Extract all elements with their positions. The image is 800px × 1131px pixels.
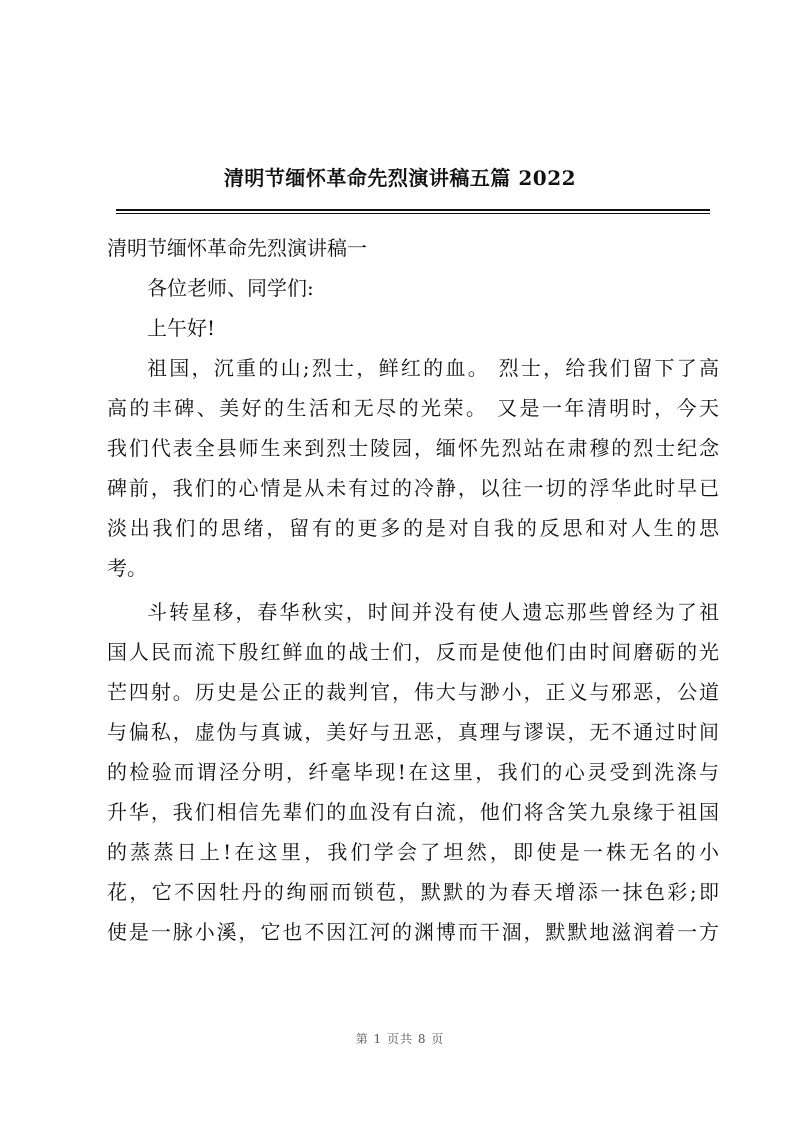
paragraph-line: 碑前，我们的心情是从未有过的冷静，以往一切的浮华此时早已 bbox=[107, 476, 719, 500]
paragraph-line: 的检验而谓泾分明，纤毫毕现!在这里，我们的心灵受到洗涤与 bbox=[107, 760, 719, 784]
paragraph-line: 与偏私，虚伪与真诚，美好与丑恶，真理与谬误，无不通过时间 bbox=[107, 720, 719, 744]
paragraph-line: 斗转星移，春华秋实，时间并没有使人遗忘那些曾经为了祖 bbox=[147, 600, 719, 624]
paragraph-line: 考。 bbox=[107, 556, 147, 580]
document-body bbox=[107, 228, 719, 952]
paragraph-line: 的蒸蒸日上!在这里，我们学会了坦然，即使是一株无名的小 bbox=[107, 840, 719, 864]
paragraph-line: 升华，我们相信先辈们的血没有白流，他们将含笑九泉缘于祖国 bbox=[107, 800, 719, 824]
paragraph-line: 花，它不因牡丹的绚丽而锁苞，默默的为春天增添一抹色彩;即 bbox=[107, 880, 719, 904]
paragraph-line: 我们代表全县师生来到烈士陵园，缅怀先烈站在肃穆的烈士纪念 bbox=[107, 436, 719, 460]
paragraph-line: 淡出我们的思绪，留有的更多的是对自我的反思和对人生的思 bbox=[107, 516, 719, 540]
paragraph-line: 芒四射。历史是公正的裁判官，伟大与渺小，正义与邪恶，公道 bbox=[107, 680, 719, 704]
paragraph-line: 高的丰碑、美好的生活和无尽的光荣。 又是一年清明时，今天 bbox=[107, 396, 719, 420]
title-divider-thick bbox=[116, 209, 710, 211]
paragraph-line: 祖国，沉重的山;烈士，鲜红的血。 烈士，给我们留下了高 bbox=[147, 356, 719, 380]
greeting: 上午好! bbox=[147, 316, 216, 340]
page-title: 清明节缅怀革命先烈演讲稿五篇 2022 bbox=[223, 166, 577, 190]
section-heading: 清明节缅怀革命先烈演讲稿一 bbox=[107, 236, 367, 260]
paragraph-line: 使是一脉小溪，它也不因江河的渊博而干涸，默默地滋润着一方 bbox=[107, 920, 719, 944]
page-number: 第 1 页共 8 页 bbox=[355, 1032, 445, 1046]
title-divider-thin bbox=[116, 213, 710, 214]
paragraph-line: 国人民而流下殷红鲜血的战士们，反而是使他们由时间磨砺的光 bbox=[107, 640, 719, 664]
salutation: 各位老师、同学们: bbox=[147, 276, 314, 300]
